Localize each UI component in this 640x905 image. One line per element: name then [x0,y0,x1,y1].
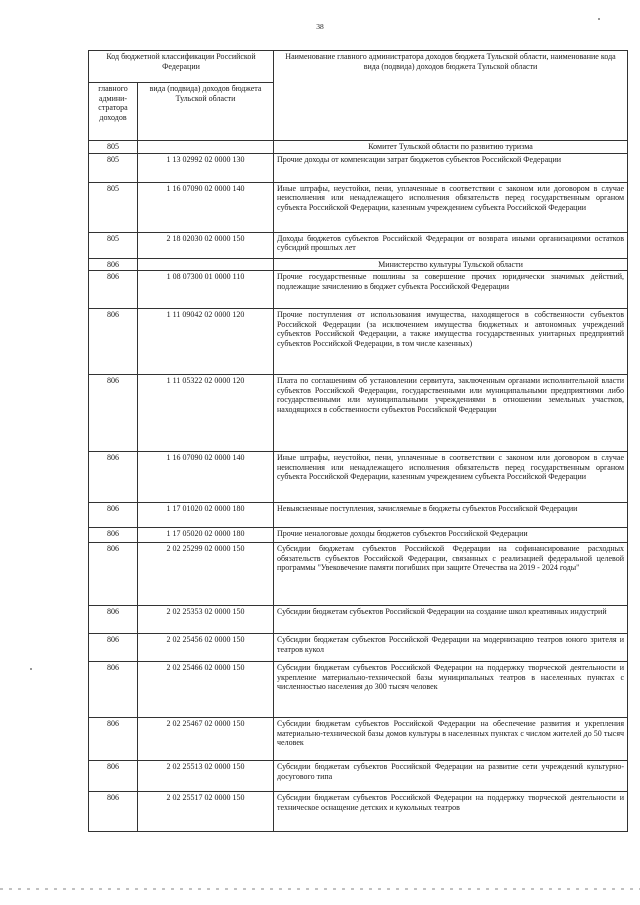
income-code-cell: 1 08 07300 01 0000 110 [138,271,274,309]
table-row [89,718,628,761]
income-code-cell: 2 18 02030 02 0000 150 [138,232,274,258]
section-title-cell: Комитет Тульской области по развитию туризма [274,141,628,154]
income-code-cell: 2 02 25517 02 0000 150 [138,792,274,832]
description-cell: Иные штрафы, неустойки, пени, уплаченные в соответствии с законом или договором в случае неисполнения или ненадлежащего исполнения обязательств перед государственным органом субъекта Российской Федерации, казенным учреждением субъекта Российской Федерации [274,452,628,503]
table-body [89,141,628,832]
description-cell: Субсидии бюджетам субъектов Российской Федерации на поддержку творческой деятельности и техническое оснащение детских и кукольных театров [274,792,628,832]
description-cell: Субсидии бюджетам субъектов Российской Федерации на модернизацию театров юного зрителя и театров кукол [274,634,628,662]
description-cell: Субсидии бюджетам субъектов Российской Федерации на создание школ креативных индустрий [274,606,628,634]
budget-classification-table [88,50,628,832]
admin-code-cell: 806 [89,258,138,271]
admin-code-cell: 806 [89,375,138,452]
section-title-cell: Министерство культуры Тульской области [274,258,628,271]
section-row [89,141,628,154]
income-code-cell: 1 17 01020 02 0000 180 [138,503,274,528]
table-row [89,153,628,182]
admin-code-cell: 806 [89,271,138,309]
income-code-cell: 2 02 25466 02 0000 150 [138,662,274,718]
income-code-cell: 2 02 25513 02 0000 150 [138,761,274,792]
admin-code-cell: 806 [89,792,138,832]
header-type-column: вида (подвида) доходов бюджета Тульской области [138,83,274,141]
scan-speck [598,18,600,20]
admin-code-cell: 806 [89,543,138,606]
scan-artifact-line [0,888,640,890]
income-code-cell: 1 17 05020 02 0000 180 [138,528,274,543]
income-code-cell: 2 02 25299 02 0000 150 [138,543,274,606]
admin-code-cell: 806 [89,503,138,528]
description-cell: Субсидии бюджетам субъектов Российской Федерации на развитие сети учреждений культурно-досугового типа [274,761,628,792]
description-cell: Невыясненные поступления, зачисляемые в бюджеты субъектов Российской Федерации [274,503,628,528]
admin-code-cell: 805 [89,141,138,154]
income-code-cell [138,258,274,271]
admin-code-cell: 805 [89,153,138,182]
table-row [89,271,628,309]
table-row [89,662,628,718]
admin-code-cell: 806 [89,452,138,503]
income-code-cell: 1 16 07090 02 0000 140 [138,182,274,232]
admin-code-cell: 806 [89,309,138,375]
income-code-cell: 2 02 25467 02 0000 150 [138,718,274,761]
income-code-cell: 1 11 09042 02 0000 120 [138,309,274,375]
description-cell: Прочие доходы от компенсации затрат бюджетов субъектов Российской Федерации [274,153,628,182]
table-row [89,543,628,606]
income-code-cell: 2 02 25353 02 0000 150 [138,606,274,634]
page-number: 38 [316,22,324,31]
table-row [89,606,628,634]
header-name-column: Наименование главного администратора доходов бюджета Тульской области, наименование кода вида (подвида) доходов бюджета Тульской области [274,51,628,141]
table-row [89,309,628,375]
table-row [89,232,628,258]
description-cell: Прочие государственные пошлины за совершение прочих юридически значимых действий, подлежащие зачислению в бюджет субъекта Российской Федерации [274,271,628,309]
header-admin-column: главного админи-стратора доходов [89,83,138,141]
table-row [89,634,628,662]
admin-code-cell: 805 [89,232,138,258]
income-code-cell: 1 16 07090 02 0000 140 [138,452,274,503]
description-cell: Плата по соглашениям об установлении сервитута, заключенным органами исполнительной власти субъектов Российской Федерации, государственными или муниципальными предприятиями либо государственными или муниципальными учреждениями в отношении земельных участков, находящихся в собственности субъектов Российской Федерации [274,375,628,452]
description-cell: Субсидии бюджетам субъектов Российской Федерации на поддержку творческой деятельности и укрепление материально-технической базы муниципальных театров в населенных пунктах с численностью населения до 300 тысяч человек [274,662,628,718]
table-row [89,503,628,528]
income-code-cell: 1 11 05322 02 0000 120 [138,375,274,452]
admin-code-cell: 806 [89,634,138,662]
income-code-cell [138,141,274,154]
admin-code-cell: 806 [89,761,138,792]
table-row [89,761,628,792]
table-row [89,182,628,232]
description-cell: Доходы бюджетов субъектов Российской Федерации от возврата иными организациями остатков субсидий прошлых лет [274,232,628,258]
description-cell: Прочие поступления от использования имущества, находящегося в собственности субъектов Российской Федерации (за исключением имущества бюджетных и автономных учреждений субъектов Российской Федерации, а также имущества государственных унитарных предприятий субъектов Российской Федерации, в том числе казенных) [274,309,628,375]
description-cell: Субсидии бюджетам субъектов Российской Федерации на обеспечение развития и укрепления материально-технической базы домов культуры в населенных пунктах с числом жителей до 50 тысяч человек [274,718,628,761]
description-cell: Иные штрафы, неустойки, пени, уплаченные в соответствии с законом или договором в случае неисполнения или ненадлежащего исполнения обязательств перед государственным органом субъекта Российской Федерации, казенным учреждением субъекта Российской Федерации [274,182,628,232]
table-header [89,51,628,141]
table-row [89,452,628,503]
section-row [89,258,628,271]
header-code-group: Код бюджетной классификации Российской Федерации [89,51,274,83]
admin-code-cell: 806 [89,606,138,634]
admin-code-cell: 806 [89,662,138,718]
scan-speck [30,668,32,670]
description-cell: Субсидии бюджетам субъектов Российской Федерации на софинансирование расходных обязательств субъектов Российской Федерации, связанных с реализацией федеральной целевой программы "Увековечение памяти погибших при защите Отечества на 2019 - 2024 годы" [274,543,628,606]
table-row [89,375,628,452]
income-code-cell: 1 13 02992 02 0000 130 [138,153,274,182]
admin-code-cell: 806 [89,718,138,761]
admin-code-cell: 805 [89,182,138,232]
income-code-cell: 2 02 25456 02 0000 150 [138,634,274,662]
table-row [89,528,628,543]
table-row [89,792,628,832]
admin-code-cell: 806 [89,528,138,543]
description-cell: Прочие неналоговые доходы бюджетов субъектов Российской Федерации [274,528,628,543]
